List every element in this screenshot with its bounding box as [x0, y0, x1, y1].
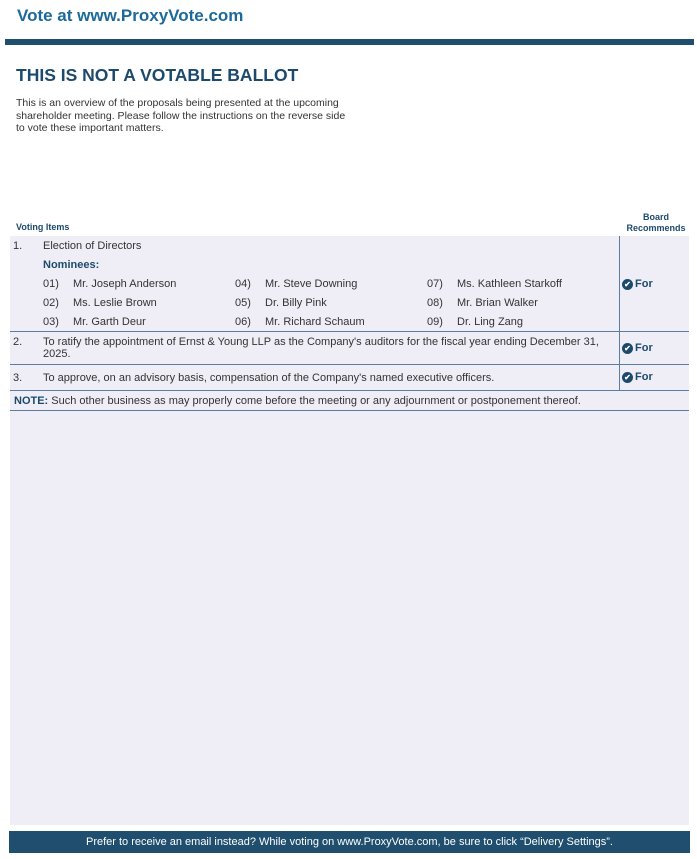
board-recommendation: ✔ For	[622, 278, 653, 290]
voting-item-3	[10, 365, 689, 391]
board-recommendation: ✔ For	[622, 371, 653, 383]
footer-banner: Prefer to receive an email instead? While voting on www.ProxyVote.com, be sure to click “Delivery Settings”.	[9, 831, 690, 853]
page-title: THIS IS NOT A VOTABLE BALLOT	[16, 65, 299, 85]
nominee: 09) Dr. Ling Zang	[427, 316, 524, 328]
voting-item-2	[10, 332, 689, 365]
nominee: 03) Mr. Garth Deur	[43, 316, 146, 328]
nominee: 08) Mr. Brian Walker	[427, 297, 538, 309]
nominee: 06) Mr. Richard Schaum	[235, 316, 365, 328]
intro-text: This is an overview of the proposals being presented at the upcoming shareholder meeting. Please follow the instructions on the reverse side to vote these important matters.	[16, 97, 346, 134]
note-row	[10, 391, 689, 411]
checkmark-icon: ✔	[622, 372, 633, 383]
voting-item-1	[10, 236, 689, 332]
item-number: 1.	[13, 240, 23, 252]
voting-items-header: Voting Items	[16, 222, 70, 232]
nominee: 04) Mr. Steve Downing	[235, 278, 358, 290]
item-text: Election of Directors	[43, 240, 142, 252]
nominee: 07) Ms. Kathleen Starkoff	[427, 278, 562, 290]
board-recommends-header: Board Recommends	[626, 212, 686, 233]
item-text: To approve, on an advisory basis, compensation of the Company's named executive officers.	[43, 372, 495, 384]
nominee: 05) Dr. Billy Pink	[235, 297, 327, 309]
board-recommendation: ✔ For	[622, 342, 653, 354]
nominees-label: Nominees:	[43, 259, 100, 271]
nominee: 02) Ms. Leslie Brown	[43, 297, 157, 309]
nominee: 01) Mr. Joseph Anderson	[43, 278, 177, 290]
checkmark-icon: ✔	[622, 279, 633, 290]
checkmark-icon: ✔	[622, 343, 633, 354]
note-text: NOTE: Such other business as may properly come before the meeting or any adjournment or postponement thereof.	[14, 395, 581, 407]
item-number: 3.	[13, 372, 23, 384]
item-text: To ratify the appointment of Ernst & Young LLP as the Company's auditors for the fiscal year ending December 31, 2025.	[43, 336, 599, 360]
header-divider	[5, 39, 694, 45]
item-number: 2.	[13, 336, 23, 348]
proxyvote-header-title: Vote at www.ProxyVote.com	[17, 6, 244, 25]
